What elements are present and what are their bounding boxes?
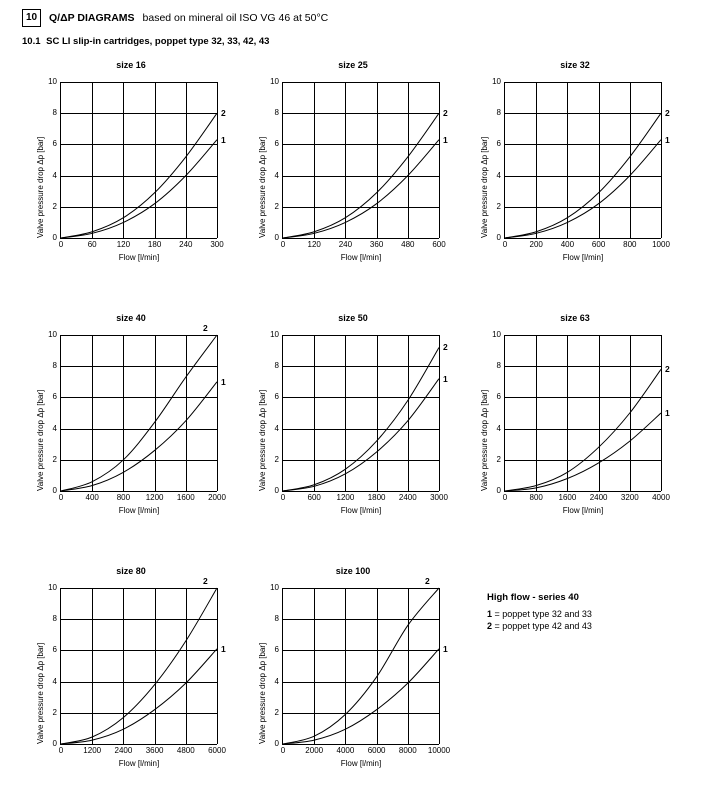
chart-size-40 — [22, 313, 240, 528]
curve-label-1: 1 — [443, 373, 448, 384]
x-axis-tick-label: 800 — [116, 493, 131, 502]
y-axis-label: Valve pressure drop Δp [bar] — [36, 642, 45, 744]
page-title: Q/ΔP DIAGRAMS — [49, 12, 135, 24]
y-axis-tick-label: 0 — [274, 486, 279, 495]
x-axis-tick-label: 8000 — [398, 746, 417, 755]
curve-group — [283, 588, 439, 744]
legend-text: = poppet type 42 and 43 — [494, 621, 592, 631]
page-header — [22, 8, 700, 28]
chart-title: size 16 — [116, 60, 146, 70]
curve-group — [283, 335, 439, 491]
y-axis-tick-label: 4 — [496, 170, 501, 180]
plot-frame-right — [217, 335, 218, 491]
x-axis-label: Flow [l/min] — [340, 253, 382, 262]
y-axis-tick-label: 6 — [496, 139, 501, 149]
chart-title: size 50 — [338, 313, 368, 323]
x-axis-tick-label: 10000 — [427, 746, 451, 755]
y-axis-tick-label: 2 — [274, 707, 279, 717]
plot-area — [36, 576, 226, 768]
legend-key: 2 — [487, 621, 493, 631]
x-axis-tick-label: 2000 — [208, 493, 226, 502]
curve-label-2: 2 — [203, 323, 208, 333]
curve-1 — [61, 649, 217, 744]
y-axis-tick-label: 6 — [274, 645, 279, 655]
y-axis-tick-label: 10 — [270, 77, 279, 86]
curve-group — [61, 588, 217, 744]
y-axis-tick-label: 2 — [274, 454, 279, 464]
curve-label-1: 1 — [665, 408, 670, 418]
y-axis-tick-label: 8 — [274, 614, 279, 624]
x-axis-tick-label: 2400 — [398, 493, 417, 502]
x-axis-tick-label: 800 — [623, 240, 637, 249]
x-axis-tick-label: 2000 — [305, 746, 324, 755]
x-axis-tick-label: 600 — [432, 240, 446, 249]
subheading-text: SC LI slip-in cartridges, poppet type 32, 33, 42, 43 — [46, 36, 270, 47]
curve-label-2: 2 — [221, 108, 226, 119]
curve-label-2: 2 — [665, 364, 670, 375]
x-axis-tick-label: 400 — [560, 240, 575, 249]
y-axis-tick-label: 8 — [274, 108, 279, 118]
y-axis-tick-label: 6 — [52, 139, 57, 149]
y-axis-tick-label: 8 — [496, 361, 501, 371]
y-axis-tick-label: 6 — [274, 392, 279, 402]
curve-label-2: 2 — [443, 342, 448, 353]
x-axis-tick-label: 480 — [401, 240, 415, 249]
curve-label-1: 1 — [443, 643, 448, 654]
curve-1 — [283, 379, 439, 491]
curve-label-2: 2 — [665, 108, 670, 119]
y-axis-tick-label: 8 — [274, 361, 279, 371]
y-axis-tick-label: 4 — [274, 423, 279, 433]
y-axis-tick-label: 10 — [492, 77, 501, 86]
x-axis-tick-label: 600 — [591, 240, 606, 249]
curve-label-1: 1 — [221, 134, 226, 145]
x-axis-tick-label: 3000 — [430, 493, 448, 502]
x-axis-tick-label: 180 — [147, 240, 162, 249]
y-axis-tick-label: 4 — [52, 676, 57, 686]
x-axis-tick-label: 2400 — [114, 746, 133, 755]
curve-1 — [505, 140, 661, 238]
y-axis-tick-label: 10 — [48, 77, 57, 86]
y-axis-tick-label: 0 — [52, 739, 57, 748]
y-axis-tick-label: 10 — [48, 583, 57, 592]
y-axis-tick-label: 6 — [52, 645, 57, 655]
curve-label-1: 1 — [221, 376, 226, 387]
x-axis-tick-label: 1600 — [176, 493, 195, 502]
y-axis-label: Valve pressure drop Δp [bar] — [36, 136, 45, 238]
curve-2 — [505, 369, 661, 491]
x-axis-tick-label: 0 — [58, 493, 64, 502]
plot-frame-right — [439, 335, 440, 491]
curve-group — [505, 82, 661, 238]
chart-title: size 100 — [335, 566, 371, 576]
y-axis-tick-label: 0 — [496, 233, 501, 242]
y-axis-tick-label: 8 — [52, 108, 57, 118]
x-axis-tick-label: 300 — [210, 240, 224, 249]
plot-frame-right — [439, 82, 440, 238]
y-axis-tick-label: 0 — [496, 486, 501, 495]
x-axis-tick-label: 1600 — [558, 493, 577, 502]
section-number-box: 10 — [22, 9, 41, 27]
curve-label-1: 1 — [221, 643, 226, 654]
x-axis-tick-label: 60 — [87, 240, 97, 249]
chart-size-32 — [466, 60, 684, 275]
y-axis-label: Valve pressure drop Δp [bar] — [258, 642, 267, 744]
x-axis-tick-label: 4000 — [336, 746, 355, 755]
y-axis-tick-label: 0 — [274, 739, 279, 748]
curve-group — [61, 82, 217, 238]
chart-size-25 — [244, 60, 462, 275]
y-axis-tick-label: 4 — [496, 423, 501, 433]
x-axis-tick-label: 360 — [369, 240, 384, 249]
x-axis-tick-label: 0 — [280, 493, 286, 502]
legend-text: = poppet type 32 and 33 — [494, 609, 592, 619]
curve-label-2: 2 — [203, 576, 208, 586]
curve-2 — [283, 347, 439, 491]
y-axis-tick-label: 8 — [52, 614, 57, 624]
y-axis-label: Valve pressure drop Δp [bar] — [258, 389, 267, 491]
curve-group — [505, 335, 661, 491]
curve-2 — [283, 113, 439, 238]
curve-label-2: 2 — [443, 108, 448, 119]
x-axis-label: Flow [l/min] — [118, 506, 160, 515]
plot-frame-right — [217, 588, 218, 744]
subheading-number: 10.1 — [22, 36, 41, 47]
chart-size-100 — [244, 566, 462, 781]
x-axis-tick-label: 200 — [529, 240, 543, 249]
chart-size-16 — [22, 60, 240, 275]
curve-2 — [505, 113, 661, 238]
curve-label-2: 2 — [425, 576, 430, 586]
y-axis-tick-label: 2 — [274, 201, 279, 211]
x-axis-tick-label: 0 — [58, 240, 64, 249]
chart-size-80 — [22, 566, 240, 781]
x-axis-tick-label: 4800 — [176, 746, 195, 755]
y-axis-tick-label: 6 — [496, 392, 501, 402]
plot-area — [258, 330, 448, 515]
curve-group — [61, 335, 217, 491]
y-axis-tick-label: 0 — [274, 233, 279, 242]
legend — [487, 592, 697, 633]
x-axis-tick-label: 240 — [338, 240, 353, 249]
x-axis-label: Flow [l/min] — [118, 253, 160, 262]
y-axis-tick-label: 8 — [496, 108, 501, 118]
x-axis-label: Flow [l/min] — [562, 506, 604, 515]
y-axis-tick-label: 4 — [274, 676, 279, 686]
x-axis-label: Flow [l/min] — [340, 759, 382, 768]
chart-title: size 32 — [560, 60, 590, 70]
curve-label-1: 1 — [443, 134, 448, 145]
y-axis-label: Valve pressure drop Δp [bar] — [480, 389, 489, 491]
x-axis-label: Flow [l/min] — [340, 506, 382, 515]
x-axis-tick-label: 0 — [502, 493, 508, 502]
y-axis-tick-label: 10 — [48, 330, 57, 339]
y-axis-label: Valve pressure drop Δp [bar] — [36, 389, 45, 491]
plot-frame-right — [439, 588, 440, 744]
plot-frame-right — [661, 82, 662, 238]
x-axis-tick-label: 600 — [307, 493, 321, 502]
chart-title: size 63 — [560, 313, 590, 323]
x-axis-tick-label: 4000 — [652, 493, 670, 502]
y-axis-tick-label: 2 — [52, 201, 57, 211]
x-axis-tick-label: 0 — [58, 746, 64, 755]
x-axis-tick-label: 6000 — [208, 746, 226, 755]
y-axis-tick-label: 10 — [492, 330, 501, 339]
legend-title: High flow - series 40 — [487, 592, 579, 603]
x-axis-tick-label: 3200 — [620, 493, 639, 502]
y-axis-tick-label: 0 — [52, 486, 57, 495]
x-axis-tick-label: 2400 — [589, 493, 608, 502]
x-axis-tick-label: 120 — [116, 240, 131, 249]
y-axis-tick-label: 10 — [270, 583, 279, 592]
plot-frame-right — [217, 82, 218, 238]
x-axis-tick-label: 0 — [502, 240, 508, 249]
x-axis-tick-label: 0 — [280, 240, 286, 249]
curve-1 — [283, 649, 439, 744]
x-axis-tick-label: 1200 — [145, 493, 164, 502]
plot-area — [258, 576, 451, 768]
legend-item — [487, 609, 697, 619]
chart-size-63 — [466, 313, 684, 528]
x-axis-tick-label: 1200 — [336, 493, 355, 502]
curve-group — [283, 82, 439, 238]
x-axis-tick-label: 1200 — [83, 746, 102, 755]
curve-2 — [61, 335, 217, 491]
y-axis-tick-label: 2 — [52, 707, 57, 717]
x-axis-tick-label: 1000 — [652, 240, 670, 249]
subheading — [22, 36, 269, 47]
x-axis-tick-label: 6000 — [367, 746, 386, 755]
x-axis-tick-label: 400 — [85, 493, 99, 502]
y-axis-tick-label: 2 — [496, 201, 501, 211]
curve-1 — [61, 382, 217, 491]
y-axis-tick-label: 6 — [274, 139, 279, 149]
plot-area — [36, 77, 226, 262]
y-axis-tick-label: 10 — [270, 330, 279, 339]
x-axis-tick-label: 1800 — [367, 493, 386, 502]
curve-1 — [61, 140, 217, 238]
x-axis-label: Flow [l/min] — [562, 253, 604, 262]
x-axis-tick-label: 120 — [307, 240, 321, 249]
y-axis-tick-label: 6 — [52, 392, 57, 402]
y-axis-label: Valve pressure drop Δp [bar] — [480, 136, 489, 238]
curve-2 — [61, 113, 217, 238]
y-axis-tick-label: 4 — [52, 170, 57, 180]
y-axis-tick-label: 4 — [52, 423, 57, 433]
plot-area — [36, 323, 226, 515]
y-axis-label: Valve pressure drop Δp [bar] — [258, 136, 267, 238]
plot-frame-right — [661, 335, 662, 491]
x-axis-tick-label: 3600 — [145, 746, 164, 755]
curve-1 — [283, 140, 439, 238]
curve-label-1: 1 — [665, 134, 670, 145]
page-subtitle: based on mineral oil ISO VG 46 at 50°C — [142, 12, 329, 24]
legend-item — [487, 621, 697, 631]
x-axis-tick-label: 240 — [179, 240, 193, 249]
y-axis-tick-label: 4 — [274, 170, 279, 180]
y-axis-tick-label: 2 — [496, 454, 501, 464]
x-axis-label: Flow [l/min] — [118, 759, 160, 768]
chart-title: size 80 — [116, 566, 146, 576]
legend-key: 1 — [487, 609, 493, 619]
plot-area — [480, 77, 670, 262]
y-axis-tick-label: 8 — [52, 361, 57, 371]
curve-1 — [505, 413, 661, 491]
x-axis-tick-label: 800 — [529, 493, 543, 502]
plot-area — [480, 330, 670, 515]
chart-title: size 40 — [116, 313, 146, 323]
x-axis-tick-label: 0 — [280, 746, 286, 755]
chart-size-50 — [244, 313, 462, 528]
y-axis-tick-label: 0 — [52, 233, 57, 242]
y-axis-tick-label: 2 — [52, 454, 57, 464]
chart-title: size 25 — [338, 60, 368, 70]
plot-area — [258, 77, 448, 262]
